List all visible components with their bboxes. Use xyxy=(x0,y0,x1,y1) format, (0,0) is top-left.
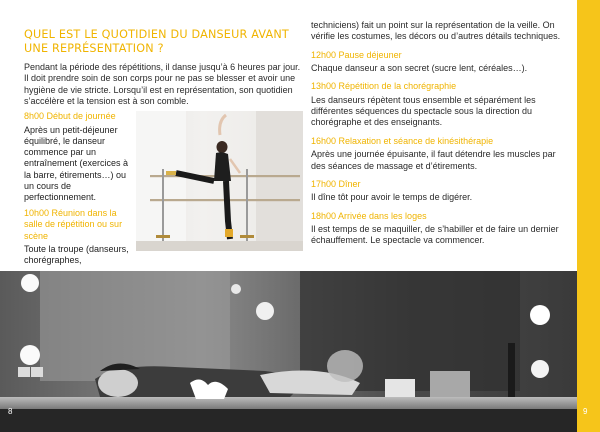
time-10h00: 10h00 Réunion dans la salle de répétition ou sur scène xyxy=(24,207,123,241)
left-column xyxy=(24,28,302,111)
text-10h00-continued: techniciens) fait un point sur la représentation de la veille. On vérifie les costumes, les décors ou d’autres détails techniques. xyxy=(311,20,561,42)
text-16h00: Après une journée épuisante, il faut détendre les muscles par des séances de massage et d’étirements. xyxy=(311,149,556,171)
text-17h00: Il dîne tôt pour avoir le temps de digérer. xyxy=(311,192,473,203)
intro-paragraph: Pendant la période des répétitions, il danse jusqu’à 6 heures par jour. Il doit prendre soin de son corps pour ne pas se blesser et avoir une hygiène de vie stricte. Lorsqu’il est en représentation, son quotidien s’accélère et la tension est à son comble. xyxy=(24,62,301,106)
time-16h00: 16h00 Relaxation et séance de kinésithérapie xyxy=(311,135,494,146)
dressing-room-photo xyxy=(0,271,577,432)
time-13h00: 13h00 Répétition de la chorégraphie xyxy=(311,81,457,92)
text-10h00: Toute la troupe (danseurs, chorégraphes, xyxy=(24,244,129,266)
left-schedule xyxy=(24,109,132,271)
right-column xyxy=(311,20,569,251)
time-8h00: 8h00 Début de journée xyxy=(24,111,116,121)
page-number-left: 8 xyxy=(8,407,13,416)
text-8h00: Après un petit-déjeuner équilibré, le danseur commence par un entraînement (exercices à la barre, étirements…) ou un cours de perfectionnement. xyxy=(24,124,129,203)
text-18h00: Il est temps de se maquiller, de s’habiller et de faire un dernier échauffement. Le spectacle va commencer. xyxy=(311,224,559,246)
text-12h00: Chaque danseur a son secret (sucre lent, céréales…). xyxy=(311,63,528,74)
time-18h00: 18h00 Arrivée dans les loges xyxy=(311,210,427,221)
ballet-photo xyxy=(136,111,303,251)
time-12h00: 12h00 Pause déjeuner xyxy=(311,49,402,60)
yellow-edge-band xyxy=(577,0,600,432)
section-title: QUEL EST LE QUOTIDIEN DU DANSEUR AVANT UNE REPRÉSENTATION ? xyxy=(24,28,289,55)
text-13h00: Les danseurs répètent tous ensemble et séparément les différentes séquences du spectacle sous la direction du chorégraphe et des enseignants. xyxy=(311,94,536,128)
time-17h00: 17h00 Dîner xyxy=(311,178,361,189)
page-number-right: 9 xyxy=(583,407,588,416)
